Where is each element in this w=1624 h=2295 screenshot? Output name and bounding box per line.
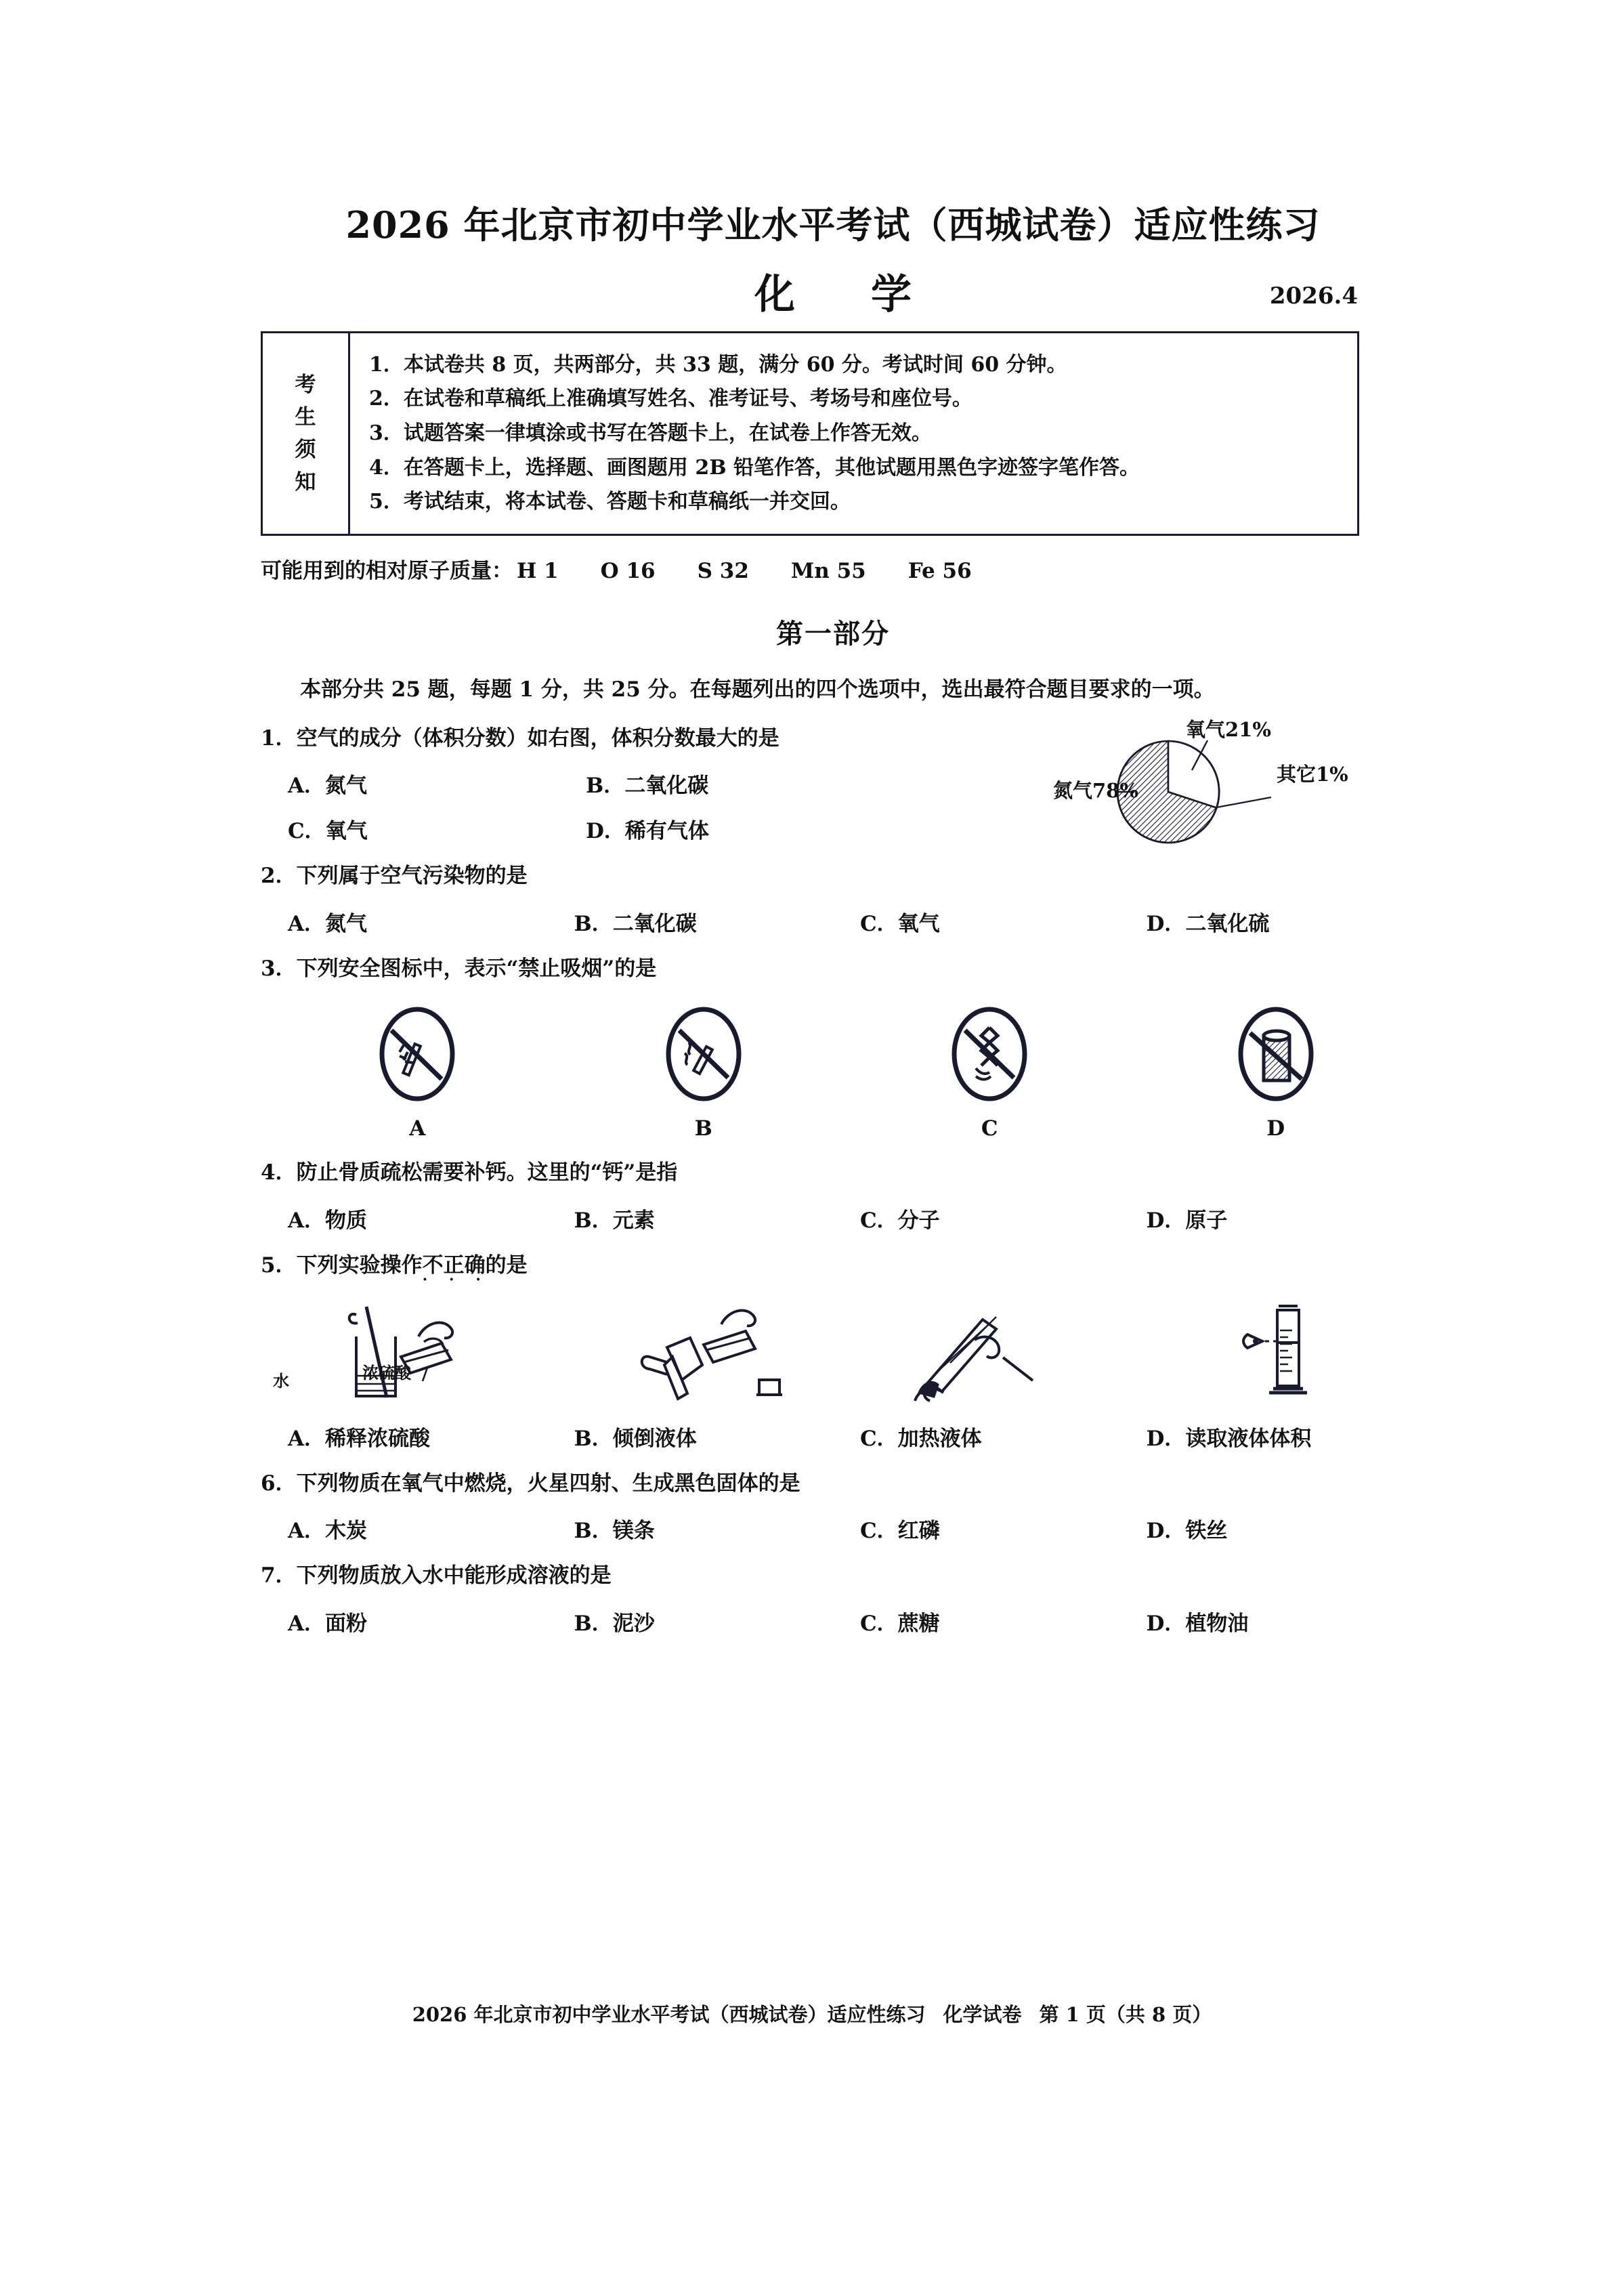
- question-3-choice-c[interactable]: [833, 1000, 1119, 1141]
- page-content: [261, 0, 1405, 1637]
- paper-date: 2026.4: [1269, 282, 1358, 310]
- question-2-number: 2．: [261, 864, 297, 889]
- question-3-choice-b[interactable]: [547, 1000, 834, 1141]
- question-2: [261, 862, 1405, 936]
- question-3-caption-b: B: [694, 1116, 712, 1141]
- atomic-mass-o: O 16: [600, 558, 656, 583]
- question-2-option-c[interactable]: C．氧气: [860, 911, 940, 936]
- question-6-number: 6．: [261, 1471, 297, 1496]
- question-4-options: [261, 1203, 1405, 1234]
- question-6-options: [261, 1513, 1405, 1544]
- footer-exam-name: 2026 年北京市初中学业水平考试（西城试卷）适应性练习: [412, 2003, 926, 2026]
- atomic-mass-prefix: 可能用到的相对原子质量：: [261, 558, 513, 583]
- question-1-option-d[interactable]: D．稀有气体: [586, 819, 709, 844]
- question-4-text: 防止骨质疏松需要补钙。这里的“钙”是指: [296, 1160, 678, 1185]
- question-3-caption-d: D: [1266, 1116, 1285, 1141]
- question-3-stem: [261, 954, 1405, 984]
- pie-label-other: 其它1%: [1277, 762, 1348, 786]
- question-5-option-b[interactable]: B．倾倒液体: [574, 1426, 697, 1451]
- page-footer: [0, 2000, 1624, 2027]
- question-4-option-a[interactable]: A．物质: [288, 1208, 368, 1233]
- pouring-liquid-diagram: [547, 1291, 834, 1406]
- notice-label-char-2: 生: [295, 404, 316, 429]
- question-3-number: 3．: [261, 956, 297, 981]
- question-7-option-d[interactable]: D．植物油: [1146, 1611, 1249, 1636]
- question-4-option-d[interactable]: D．原子: [1146, 1208, 1228, 1233]
- question-7-option-a[interactable]: A．面粉: [288, 1611, 368, 1636]
- question-4-option-c[interactable]: C．分子: [860, 1208, 940, 1233]
- notice-label-char-3: 须: [295, 437, 316, 462]
- question-7-number: 7．: [261, 1563, 297, 1588]
- question-6: [261, 1469, 1405, 1544]
- question-7-text: 下列物质放入水中能形成溶液的是: [296, 1563, 612, 1588]
- question-1-text: 空气的成分（体积分数）如右图，体积分数最大的是: [296, 725, 779, 751]
- graduated-cylinder-icon: [1174, 1292, 1377, 1406]
- notice-item: 2．在试卷和草稿纸上准确填写姓名、准考证号、考场号和座位号。: [369, 387, 973, 411]
- notice-item: 5．考试结束，将本试卷、答题卡和草稿纸一并交回。: [369, 490, 851, 514]
- question-7-option-c[interactable]: C．蔗糖: [860, 1611, 940, 1636]
- atomic-mass-h: H 1: [517, 558, 559, 583]
- question-4-stem: [261, 1158, 1405, 1187]
- subject-title: 化 学: [754, 270, 929, 318]
- question-5-option-d[interactable]: D．读取液体体积: [1146, 1426, 1312, 1451]
- relative-atomic-mass-line: [261, 553, 1405, 584]
- question-2-options: [261, 906, 1405, 937]
- question-5-text-emphasis: 不正确 · · ·: [423, 1253, 486, 1278]
- question-7: [261, 1561, 1405, 1636]
- label-concentrated-sulfuric-acid: 浓硫酸: [362, 1362, 411, 1383]
- pie-label-nitrogen: 氮气78%: [1053, 778, 1138, 802]
- question-3-caption-a: A: [409, 1116, 426, 1141]
- question-2-text: 下列属于空气污染物的是: [296, 864, 528, 889]
- no-open-flame-icon: [946, 1000, 1033, 1108]
- part-one-intro: 本部分共 25 题，每题 1 分，共 25 分。在每题列出的四个选项中，选出最符合题目要求的一项。: [300, 677, 1215, 702]
- question-5-option-c[interactable]: C．加热液体: [860, 1426, 982, 1451]
- pouring-liquid-icon: [602, 1294, 805, 1406]
- notice-list: [350, 333, 1357, 534]
- question-4-number: 4．: [261, 1160, 297, 1185]
- no-smoking-icon: [660, 1000, 747, 1108]
- no-fireworks-icon: [374, 1000, 461, 1108]
- question-5-options: [261, 1421, 1405, 1452]
- atomic-mass-fe: Fe 56: [907, 558, 972, 583]
- question-3-text-quoted: “禁止吸烟”: [506, 956, 615, 981]
- question-3-choice-d[interactable]: [1119, 1000, 1406, 1141]
- subject-row: [261, 262, 1405, 318]
- candidate-notice-box: [261, 331, 1359, 536]
- question-5-option-a[interactable]: A．稀释浓硫酸: [288, 1426, 431, 1451]
- question-3-caption-c: C: [981, 1116, 998, 1141]
- question-5: [261, 1251, 1405, 1452]
- dilute-sulfuric-acid-diagram: [261, 1291, 547, 1406]
- atomic-mass-mn: Mn 55: [790, 558, 866, 583]
- question-7-options: [261, 1606, 1405, 1637]
- question-6-option-b[interactable]: B．镁条: [574, 1519, 655, 1544]
- question-7-option-b[interactable]: B．泥沙: [574, 1611, 655, 1636]
- question-6-stem: [261, 1469, 1405, 1498]
- question-2-stem: [261, 862, 1405, 891]
- notice-item: 1．本试卷共 8 页，共两部分，共 33 题，满分 60 分。考试时间 60 分钟。: [369, 352, 1067, 377]
- notice-label-vertical: [263, 333, 350, 534]
- question-6-text: 下列物质在氧气中燃烧，火星四射、生成黑色固体的是: [296, 1471, 800, 1496]
- heating-liquid-diagram: [833, 1291, 1119, 1406]
- question-1-option-b[interactable]: B．二氧化碳: [586, 774, 709, 799]
- test-tube-heating-icon: [888, 1292, 1091, 1406]
- page-title: 2026 年北京市初中学业水平考试（西城试卷）适应性练习: [345, 203, 1321, 247]
- air-composition-pie-chart: [1053, 717, 1385, 853]
- question-4-option-b[interactable]: B．元素: [574, 1208, 655, 1233]
- question-6-option-d[interactable]: D．铁丝: [1146, 1519, 1228, 1544]
- question-2-option-b[interactable]: B．二氧化碳: [574, 911, 697, 936]
- notice-label-char-1: 考: [295, 372, 316, 397]
- question-3-icon-row: [261, 1000, 1405, 1141]
- no-container-icon: [1233, 1000, 1319, 1108]
- question-1: [261, 717, 1405, 844]
- question-6-option-a[interactable]: A．木炭: [288, 1519, 368, 1544]
- question-2-option-d[interactable]: D．二氧化硫: [1146, 911, 1270, 936]
- part-one-title: 第一部分: [776, 617, 890, 650]
- question-1-option-a[interactable]: A．氮气: [288, 774, 368, 799]
- question-2-option-a[interactable]: A．氮气: [288, 911, 368, 936]
- footer-page-number: 第 1 页（共 8 页）: [1039, 2003, 1212, 2026]
- question-1-number: 1．: [261, 725, 297, 751]
- reading-volume-diagram: [1119, 1291, 1406, 1406]
- question-5-text-after: 的是: [485, 1252, 528, 1278]
- question-3: [261, 954, 1405, 1141]
- atomic-mass-s: S 32: [697, 558, 749, 583]
- question-4: [261, 1158, 1405, 1233]
- question-3-text-before: 下列安全图标中，表示: [296, 956, 507, 981]
- notice-label-char-4: 知: [295, 469, 316, 494]
- question-1-option-c[interactable]: C．氧气: [288, 819, 368, 844]
- question-5-stem: [261, 1251, 1405, 1280]
- label-water: 水: [273, 1370, 289, 1391]
- question-3-choice-a[interactable]: [261, 1000, 547, 1141]
- notice-item: 3．试题答案一律填涂或书写在答题卡上，在试卷上作答无效。: [369, 421, 932, 445]
- question-5-apparatus-row: [261, 1291, 1405, 1406]
- question-7-stem: [261, 1561, 1405, 1591]
- question-5-number: 5．: [261, 1252, 297, 1278]
- beaker-stirring-rod-icon: [316, 1294, 519, 1406]
- question-3-text-after: 的是: [614, 956, 657, 981]
- question-5-text-before: 下列实验操作: [296, 1252, 423, 1278]
- pie-label-oxygen: 氧气21%: [1186, 717, 1271, 741]
- question-6-option-c[interactable]: C．红磷: [860, 1519, 940, 1544]
- footer-paper-name: 化学试卷: [943, 2003, 1022, 2026]
- notice-item: 4．在答题卡上，选择题、画图题用 2B 铅笔作答，其他试题用黑色字迹签字笔作答。: [369, 455, 1140, 480]
